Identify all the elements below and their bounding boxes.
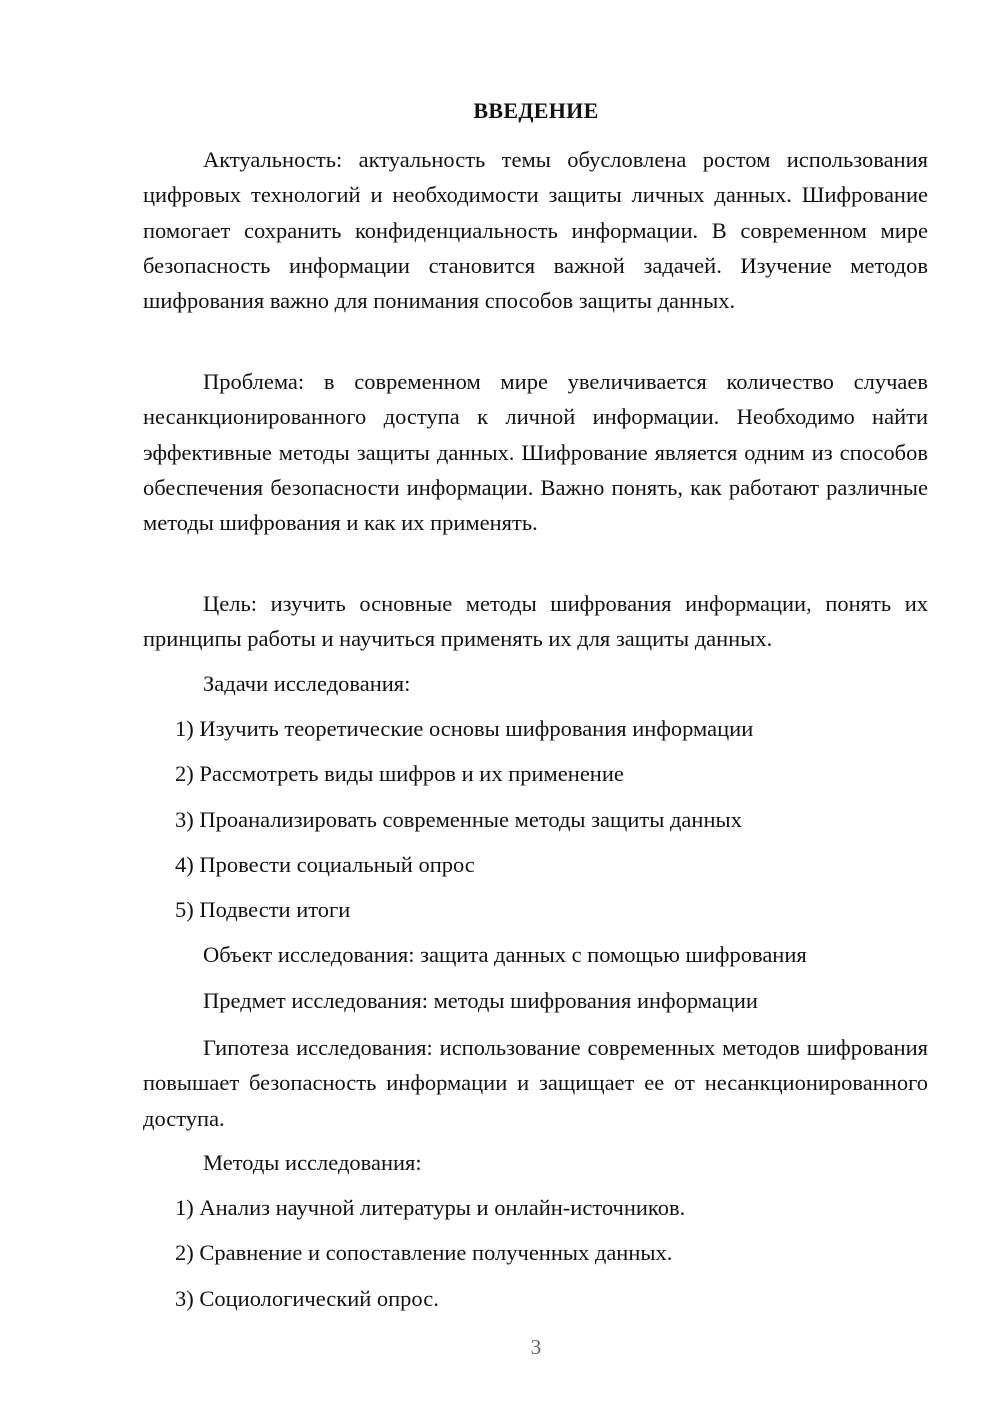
task-item: 1) Изучить теоретические основы шифрования информации <box>175 716 754 741</box>
section-heading: ВВЕДЕНИЕ <box>473 98 599 123</box>
task-item: 5) Подвести итоги <box>175 897 351 922</box>
problem-paragraph: Проблема: в современном мире увеличивается количество случаев несанкционированного доступа к личной информации. Необходимо найти эффективные методы защиты данных. Шифрование является одним из способов обеспечения безопасности информации. Важно понять, как работают различные методы шифрования и как их применять. <box>143 369 928 536</box>
task-item: 2) Рассмотреть виды шифров и их применение <box>175 761 624 786</box>
tasks-title: Задачи исследования: <box>203 671 411 696</box>
method-item: 3) Социологический опрос. <box>175 1286 439 1311</box>
research-subject: Предмет исследования: методы шифрования информации <box>203 988 758 1013</box>
task-item: 4) Провести социальный опрос <box>175 852 475 877</box>
task-item: 3) Проанализировать современные методы защиты данных <box>175 807 742 832</box>
method-item: 1) Анализ научной литературы и онлайн-источников. <box>175 1195 686 1220</box>
methods-title: Методы исследования: <box>203 1150 422 1175</box>
relevance-paragraph: Актуальность: актуальность темы обусловлена ростом использования цифровых технологий и необходимости защиты личных данных. Шифрование помогает сохранить конфиденциальность информации. В современном мире безопасность информации становится важной задачей. Изучение методов шифрования важно для понимания способов защиты данных. <box>143 147 928 314</box>
hypothesis-paragraph: Гипотеза исследования: использование современных методов шифрования повышает безопасность информации и защищает ее от несанкционированного доступа. <box>143 1035 928 1131</box>
goal-paragraph: Цель: изучить основные методы шифрования информации, понять их принципы работы и научиться применять их для защиты данных. <box>143 591 928 652</box>
research-object: Объект исследования: защита данных с помощью шифрования <box>203 942 807 967</box>
page-number: 3 <box>530 1335 542 1359</box>
method-item: 2) Сравнение и сопоставление полученных данных. <box>175 1240 673 1265</box>
